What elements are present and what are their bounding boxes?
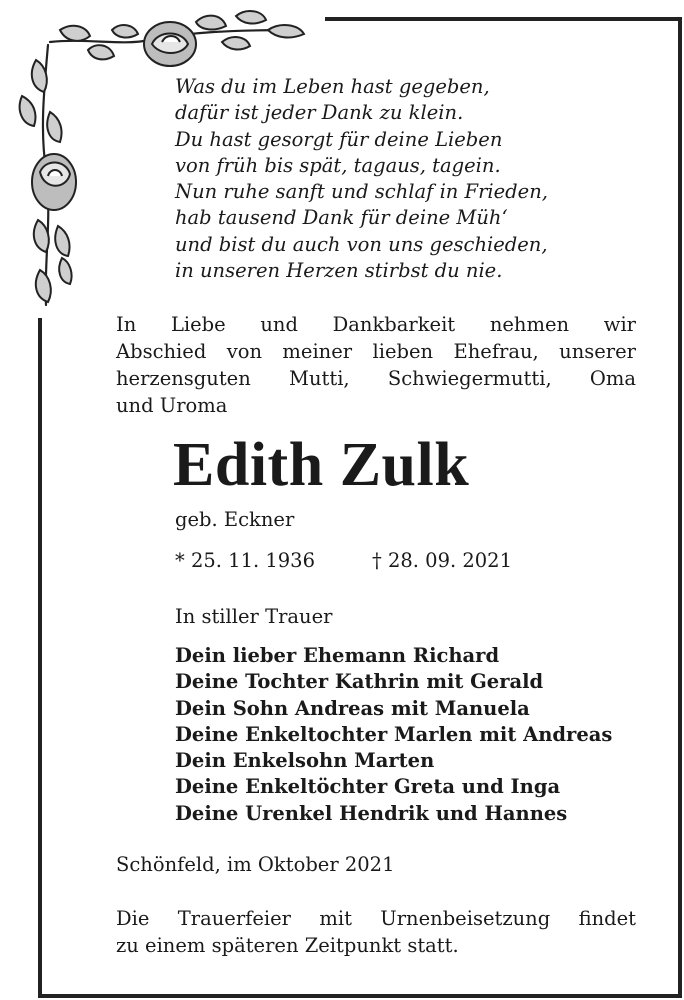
mourner-entry: Deine Tochter Kathrin mit Gerald [175,670,544,694]
maiden-name: geb. Eckner [175,508,295,531]
intro-paragraph [116,311,636,419]
intro-line: In Liebe und Dankbarkeit nehmen wir [116,313,636,336]
frame-border-bottom [38,994,682,998]
ceremony-line: Die Trauerfeier mit Urnenbeisetzung findet [116,907,636,930]
poem-line: in unseren Herzen stirbst du nie. [175,259,503,283]
mourner-entry: Deine Urenkel Hendrik und Hannes [175,801,568,825]
poem-line: hab tausend Dank für deine Müh‘ [175,206,508,230]
frame-border-top [325,17,682,21]
poem-line: dafür ist jeder Dank zu klein. [175,101,464,125]
mourner-entry: Deine Enkeltöchter Greta und Inga [175,775,561,799]
frame-border-right [678,17,682,998]
mourning-label: In stiller Trauer [175,605,333,628]
frame-border-left [38,318,42,998]
mourner-entry: Dein Enkelsohn Marten [175,749,435,773]
poem-line: Was du im Leben hast gegeben, [175,75,490,98]
intro-line: und Uroma [116,394,228,417]
ceremony-line: zu einem späteren Zeitpunkt statt. [116,934,459,957]
birth-date: * 25. 11. 1936 [175,549,315,572]
poem-line: Nun ruhe sanft und schlaf in Frieden, [175,180,548,204]
place-date: Schönfeld, im Oktober 2021 [116,853,395,876]
poem [175,74,548,284]
intro-line: herzensguten Mutti, Schwiegermutti, Oma [116,367,636,390]
intro-line: Abschied von meiner lieben Ehefrau, unserer [116,340,636,363]
mourners-list [175,643,612,827]
poem-line: von früh bis spät, tagaus, tagein. [175,153,501,177]
poem-line: und bist du auch von uns geschieden, [175,232,548,256]
poem-line: Du hast gesorgt für deine Lieben [175,127,503,151]
mourner-entry: Deine Enkeltochter Marlen mit Andreas [175,722,613,746]
mourner-entry: Dein Sohn Andreas mit Manuela [175,696,530,720]
mourner-entry: Dein lieber Ehemann Richard [175,644,500,667]
ceremony-notice [116,905,636,959]
deceased-name: Edith Zulk [173,431,470,499]
death-date: † 28. 09. 2021 [372,549,512,572]
